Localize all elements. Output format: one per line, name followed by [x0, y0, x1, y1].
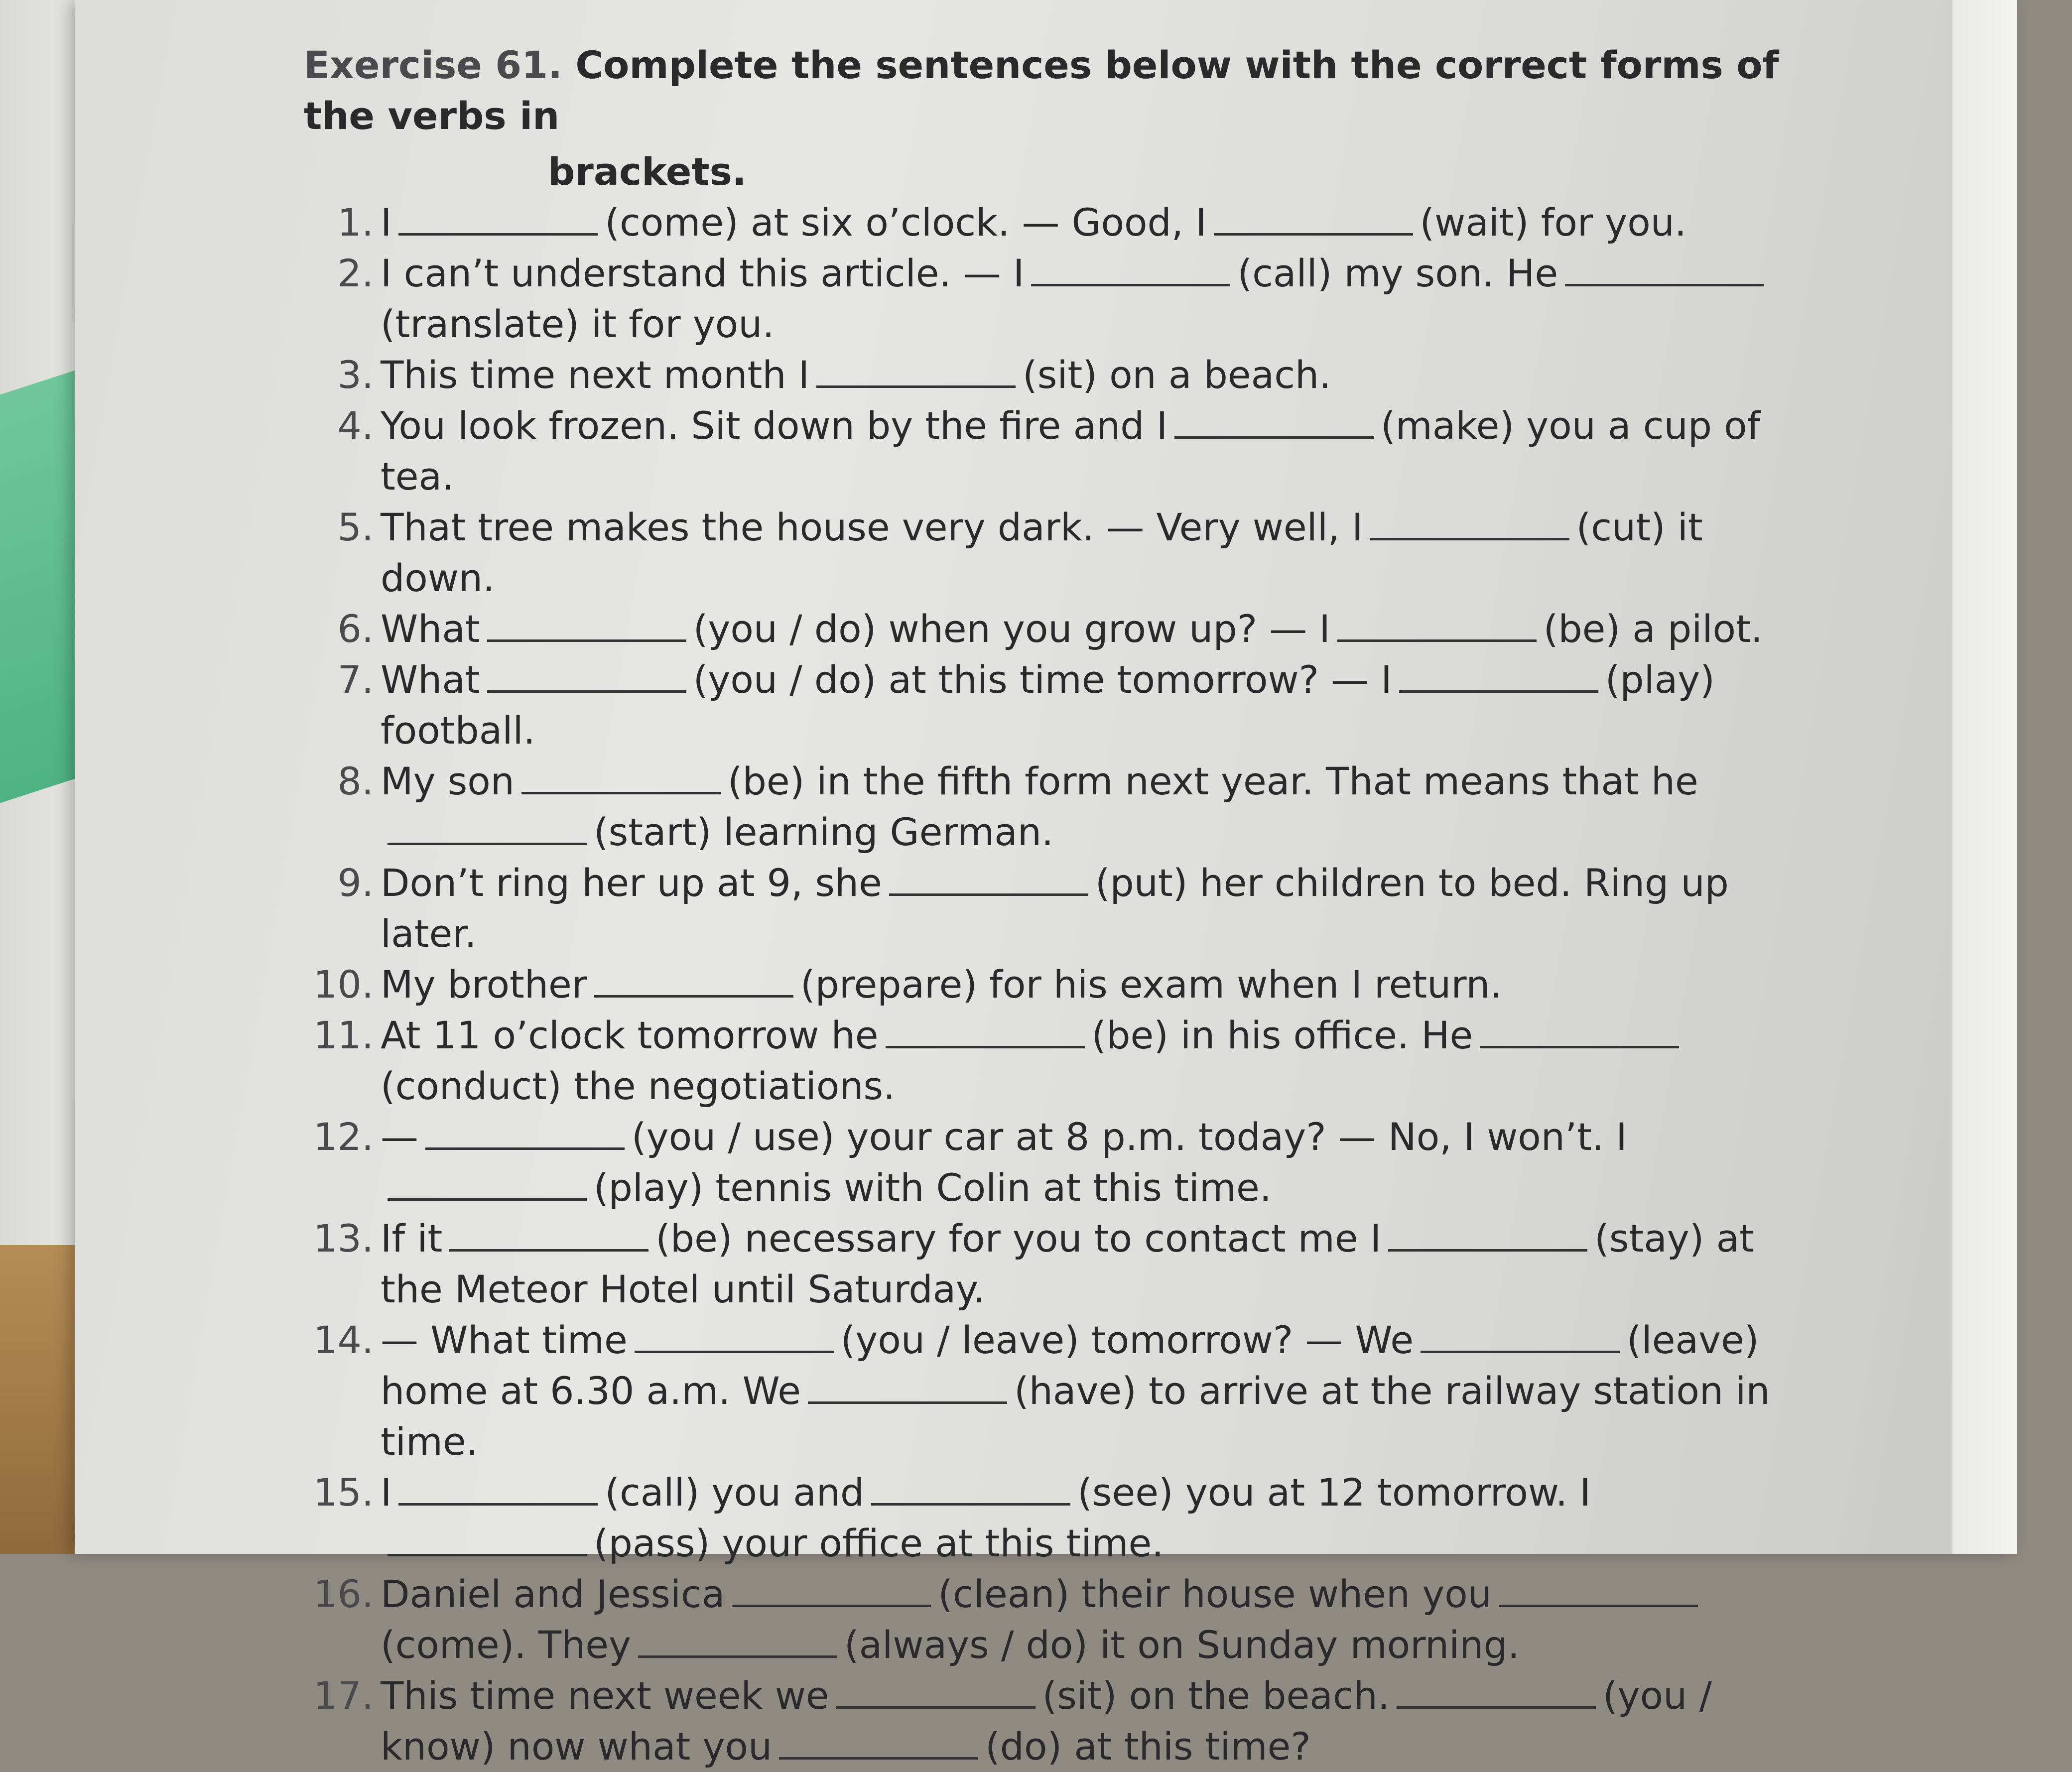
item-10: 10. My brother (prepare) for his exam when I return. [313, 962, 1502, 1007]
answer-blank[interactable] [871, 1473, 1070, 1506]
item-16: 16. Daniel and Jessica (clean) their house when you(come). They (always / do) it on Sunday morning. [304, 1569, 1798, 1670]
item-11: 11. At 11 o’clock tomorrow he (be) in his office. He(conduct) the negotiations. [304, 1010, 1798, 1112]
answer-blank[interactable] [1370, 508, 1569, 540]
answer-blank[interactable] [388, 1524, 587, 1556]
item-3: 3. This time next month I (sit) on a beach. [337, 353, 1331, 397]
next-page-edge [1950, 0, 2017, 1554]
item-17: 17. This time next week we (sit) on the beach. (you / know) now what you (do) at this time? [313, 1673, 1712, 1769]
answer-blank[interactable] [594, 965, 793, 998]
item-8: 8. My son (be) in the fifth form next year. That means that he(start) learning German. [337, 759, 1698, 854]
exercise-heading [304, 40, 1798, 141]
item-15: 15. I (call) you and (see) you at 12 tomorrow. I(pass) your office at this time. [313, 1470, 1591, 1565]
answer-blank[interactable] [521, 762, 721, 794]
exercise-title: Complete the sentences below with the correct forms of the verbs in [304, 43, 1779, 138]
item-5: 5. That tree makes the house very dark. — Very well, I (cut) it down. [337, 505, 1703, 600]
answer-blank[interactable] [889, 864, 1088, 896]
answer-blank[interactable] [732, 1575, 931, 1607]
item-7: 7. What (you / do) at this time tomorrow? — I (play) football. [337, 657, 1715, 753]
exercise-text [304, 40, 1798, 1772]
answer-blank[interactable] [1388, 1219, 1587, 1252]
exercise-title-cont: brackets. [548, 149, 747, 194]
answer-blank[interactable] [779, 1727, 978, 1760]
answer-blank[interactable] [1397, 1676, 1596, 1709]
answer-blank[interactable] [1214, 203, 1413, 236]
answer-blank[interactable] [638, 1626, 837, 1658]
answer-blank[interactable] [388, 1168, 587, 1201]
item-1: 1. I (come) at six o’clock. — Good, I (wait) for you. [337, 200, 1687, 245]
answer-blank[interactable] [398, 1473, 598, 1506]
item-12: 12. — (you / use) your car at 8 p.m. today? — No, I won’t. I(play) tennis with Colin at this time. [313, 1115, 1627, 1210]
item-2: 2. I can’t understand this article. — I (call) my son. He(translate) it for you. [304, 248, 1798, 350]
answer-blank[interactable] [1480, 1016, 1679, 1048]
exercise-label: Exercise 61. [304, 43, 562, 87]
answer-blank[interactable] [635, 1321, 834, 1353]
answer-blank[interactable] [388, 813, 587, 845]
item-13: 13. If it (be) necessary for you to contact me I (stay) at the Meteor Hotel until Saturday. [313, 1216, 1754, 1311]
answer-blank[interactable] [449, 1219, 648, 1252]
answer-blank[interactable] [886, 1016, 1085, 1048]
answer-blank[interactable] [816, 356, 1016, 388]
answer-blank[interactable] [1499, 1575, 1698, 1607]
answer-blank[interactable] [1174, 406, 1374, 439]
answer-blank[interactable] [487, 660, 686, 693]
answer-blank[interactable] [1421, 1321, 1620, 1353]
item-9: 9. Don’t ring her up at 9, she (put) her children to bed. Ring up later. [337, 861, 1729, 956]
answer-blank[interactable] [1399, 660, 1598, 693]
item-14: 14. — What time (you / leave) tomorrow? — We (leave) home at 6.30 a.m. We (have) to arrive at the railway station in time. [313, 1318, 1770, 1464]
answer-blank[interactable] [1565, 254, 1764, 286]
answer-blank[interactable] [836, 1676, 1036, 1709]
item-6: 6. What (you / do) when you grow up? — I (be) a pilot. [337, 607, 1763, 651]
answer-blank[interactable] [1031, 254, 1230, 286]
answer-blank[interactable] [808, 1372, 1007, 1404]
answer-blank[interactable] [398, 203, 598, 236]
answer-blank[interactable] [425, 1118, 625, 1150]
item-4: 4. You look frozen. Sit down by the fire and I (make) you a cup of tea. [337, 403, 1761, 499]
answer-blank[interactable] [1337, 610, 1537, 642]
answer-blank[interactable] [487, 610, 686, 642]
